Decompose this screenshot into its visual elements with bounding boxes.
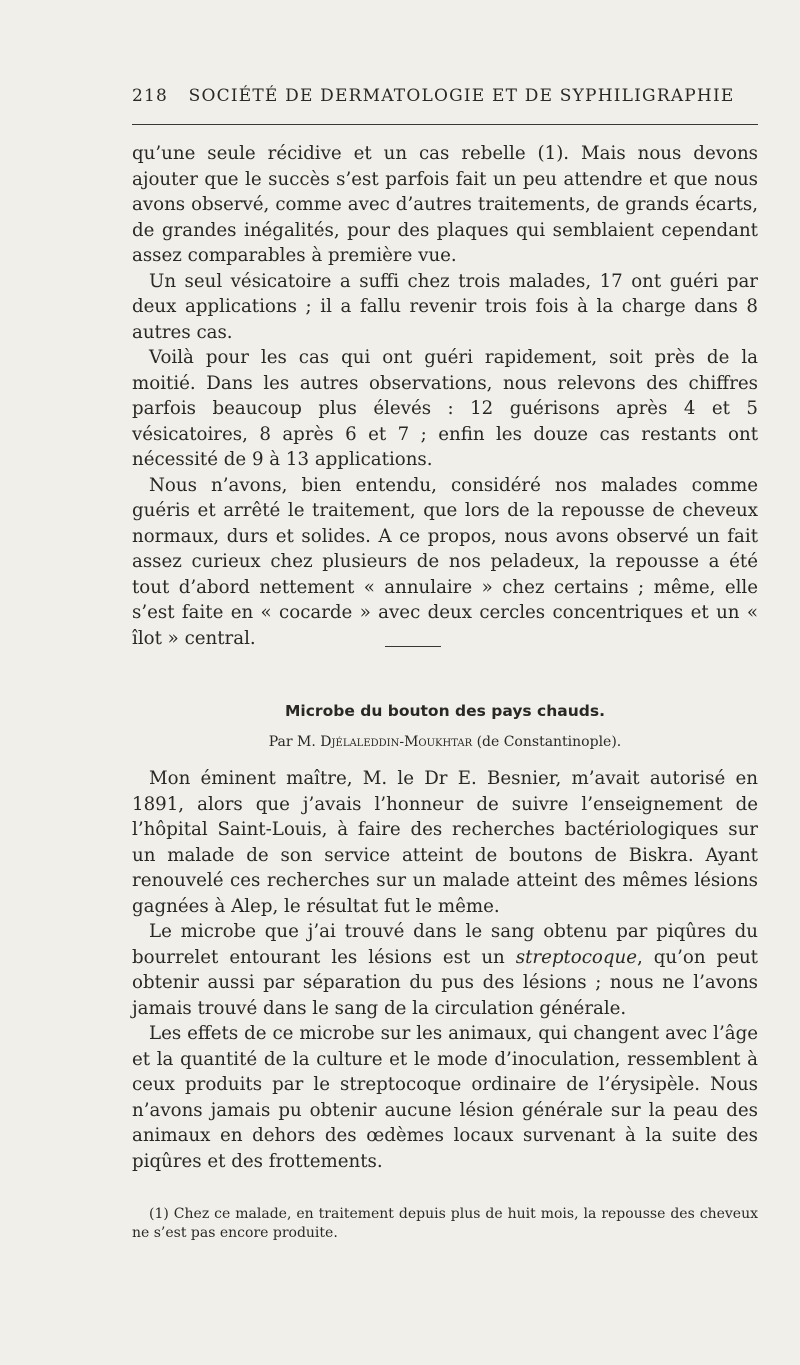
running-title: SOCIÉTÉ DE DERMATOLOGIE ET DE SYPHILIGRAPHIE [188,86,735,106]
footnote-text: (1) Chez ce malade, en traitement depuis plus de huit mois, la repousse des cheveux ne s’est pas encore produite. [132,1206,758,1241]
paragraph: Les effets de ce microbe sur les animaux, qui changent avec l’âge et la quantité de la culture et le mode d’inoculation, ressemblent à ceux produits par le streptocoque ordinaire de l’érysipèle. Nous n’avons jamais pu obtenir aucune lésion générale sur la peau des animaux en dehors des œdèmes locaux survenant à la suite des piqûres et des frottements. [132,1023,758,1172]
italic-term: streptocoque [515,946,637,968]
byline-prefix: Par M. [268,734,316,750]
author-affiliation: (de Constantinople). [476,734,622,750]
running-header [132,86,758,106]
previous-article-text [132,141,758,651]
article-body [132,766,758,1174]
paragraph: Un seul vésicatoire a suffi chez trois malades, 17 ont guéri par deux applications ; il a fallu revenir trois fois à la charge dans 8 autres cas. [132,270,758,343]
paragraph: Nous n’avons, bien entendu, considéré nos malades comme guéris et arrêté le traitement, que lors de la repousse de cheveux normaux, durs et solides. A ce propos, nous avons observé un fait assez curieux chez plusieurs de nos peladeux, la repousse a été tout d’abord nettement « annulaire » chez certains ; même, elle s’est faite en « cocarde » avec deux cercles concentriques et un « îlot » central. [132,474,758,649]
paragraph [132,919,758,1021]
paragraph: qu’une seule récidive et un cas rebelle (1). Mais nous devons ajouter que le succès s’est parfois fait un peu attendre et que nous avons observé, comme avec d’autres traitements, de grands écarts, de grandes inégalités, pour des plaques qui semblaient cependant assez comparables à première vue. [132,143,758,266]
section-separator [385,646,441,647]
author-name: Djélaleddin-Moukhtar [320,734,473,750]
header-rule [132,124,758,125]
article-title: Microbe du bouton des pays chauds. [285,702,605,720]
article-byline [132,734,758,750]
footnote [132,1205,758,1243]
paragraph: Mon éminent maître, M. le Dr E. Besnier, m’avait autorisé en 1891, alors que j’avais l’honneur de suivre l’enseignement de l’hôpital Saint-Louis, à faire des recherches bactériologiques sur un malade de son service atteint de boutons de Biskra. Ayant renouvelé ces recherches sur un malade atteint des mêmes lésions gagnées à Alep, le résultat fut le même. [132,768,758,917]
page-number: 218 [132,86,169,106]
paragraph-text: , qu’on peut obtenir aussi par séparation du pus des lésions ; nous ne l’avons jamais trouvé dans le sang de la circulation générale. [132,946,758,1019]
paragraph-text: Le microbe que j’ai trouvé dans le sang obtenu par piqûres du bourrelet entourant les lésions est un [132,921,758,968]
paragraph: Voilà pour les cas qui ont guéri rapidement, soit près de la moitié. Dans les autres observations, nous relevons des chiffres parfois beaucoup plus élevés : 12 guérisons après 4 et 5 vésicatoires, 8 après 6 et 7 ; enfin les douze cas restants ont nécessité de 9 à 13 applications. [132,347,758,470]
